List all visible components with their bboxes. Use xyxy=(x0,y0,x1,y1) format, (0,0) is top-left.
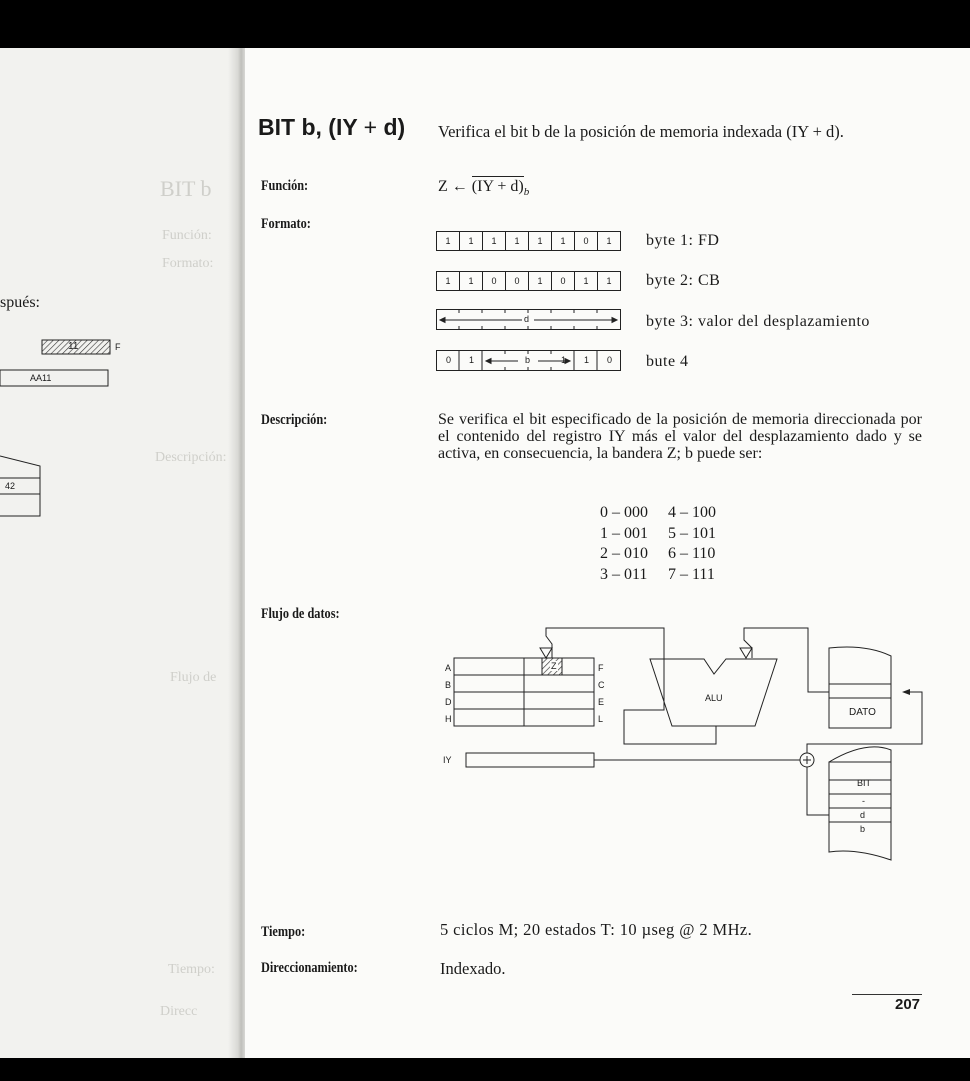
tiempo-text: 5 ciclos M; 20 estados T: 10 µseg @ 2 MHz. xyxy=(440,920,753,939)
bit-cell: 0 xyxy=(552,272,575,290)
register-labels-left xyxy=(445,660,452,728)
funcion-lhs: Z ← xyxy=(438,178,468,195)
label-formato: Formato: xyxy=(261,216,311,232)
bit-cell: 0 xyxy=(607,355,613,365)
ghost-label: Formato: xyxy=(162,256,214,271)
byte4-label: bute 4 xyxy=(646,353,689,370)
direccionamiento-text: Indexado. xyxy=(440,959,506,978)
bit-cell: 1 xyxy=(506,232,529,250)
bit-code: 2 – 010 xyxy=(600,545,648,562)
ghost-label: Flujo de xyxy=(170,670,217,685)
footer-rule xyxy=(852,994,922,995)
bit-cell: 1 xyxy=(606,236,612,246)
left-partial-text: spués: xyxy=(0,294,40,311)
bit-code: 1 – 001 xyxy=(600,524,648,542)
label-descripcion: Descripción: xyxy=(261,412,328,428)
register-value: AA11 xyxy=(30,373,52,383)
dato-label: DATO xyxy=(849,707,876,718)
bit-cell: 1 xyxy=(460,232,483,250)
register-label: A xyxy=(445,663,452,673)
iy-label: IY xyxy=(443,755,452,765)
label-flujo: Flujo de datos: xyxy=(261,606,340,622)
label-funcion: Función: xyxy=(261,178,309,194)
register-label: F xyxy=(598,663,604,673)
funcion-subscript: b xyxy=(523,186,530,199)
mem-cell-dash: - xyxy=(862,796,865,806)
page-number: 207 xyxy=(895,996,921,1013)
bit-cell: 1 xyxy=(529,272,552,290)
instruction-heading xyxy=(258,114,405,141)
heading-mnemonic: BIT b, xyxy=(258,114,322,140)
byte3-label: byte 3: valor del desplazamiento xyxy=(646,313,870,330)
heading-operand-close: d) xyxy=(383,114,406,140)
mem-cell-b: b xyxy=(860,824,866,834)
bit-code: 6 – 110 xyxy=(668,545,716,562)
register-label: B xyxy=(445,680,452,690)
flag-cell-value: 11 xyxy=(68,341,79,352)
bit-cell: 0 xyxy=(446,355,452,365)
register-label: C xyxy=(598,680,605,690)
bit-cell: 1 xyxy=(606,276,612,286)
ghost-label: Tiempo: xyxy=(168,962,215,977)
bit-cell: 0 xyxy=(575,232,598,250)
byte1-label: byte 1: FD xyxy=(646,232,720,249)
z-flag-label: Z xyxy=(551,661,557,671)
funcion-formula xyxy=(438,178,529,198)
bit-code-table xyxy=(598,502,736,586)
left-page-diagram xyxy=(0,48,240,1058)
register-labels-right xyxy=(598,660,605,728)
ghost-label: Direcc xyxy=(160,1004,198,1019)
bit-cell: 1 xyxy=(561,355,567,365)
register-label: E xyxy=(598,697,605,707)
label-direccionamiento: Direccionamiento: xyxy=(261,960,358,976)
bit-cell: 1 xyxy=(483,232,506,250)
left-page xyxy=(0,48,240,1058)
register-label: H xyxy=(445,714,452,724)
byte1-box xyxy=(436,231,621,251)
register-label: L xyxy=(598,714,604,724)
bit-cell: 0 xyxy=(483,272,506,290)
memory-value: 42 xyxy=(5,481,16,491)
byte3-field-d: d xyxy=(524,314,530,324)
ghost-label: Función: xyxy=(162,228,212,243)
alu-label: ALU xyxy=(705,693,723,703)
heading-operand-open: (IY xyxy=(328,114,358,140)
bit-cell: 1 xyxy=(437,272,460,290)
mem-cell-d: d xyxy=(860,810,866,820)
byte4-field-b: b xyxy=(525,355,531,365)
bit-code: 4 – 100 xyxy=(668,504,716,521)
data-flow-diagram xyxy=(436,622,928,866)
bit-cell: 0 xyxy=(506,272,529,290)
ghost-heading: BIT b xyxy=(160,176,212,201)
label-tiempo: Tiempo: xyxy=(261,924,306,940)
bit-cell: 1 xyxy=(529,232,552,250)
bit-cell: 1 xyxy=(460,272,483,290)
mem-cell-bit: BIT xyxy=(857,778,872,788)
bit-code: 0 – 000 xyxy=(600,504,648,521)
bit-code: 5 – 101 xyxy=(668,524,716,542)
funcion-overline: (IY + d) xyxy=(471,178,524,195)
bit-cell: 1 xyxy=(575,272,598,290)
bit-cell: 1 xyxy=(469,355,475,365)
register-label: D xyxy=(445,697,452,707)
descripcion-text: Se verifica el bit especificado de la posición de memoria direccionada por el contenido del registro IY más el valor del desplazamiento dado y se activa, en consecuencia, la bandera Z; b puede ser: xyxy=(438,411,922,462)
instruction-summary: Verifica el bit b de la posición de memoria indexada (IY + d). xyxy=(438,122,844,141)
byte2-label: byte 2: CB xyxy=(646,272,721,289)
bit-cell: 1 xyxy=(584,355,590,365)
flag-register-label: F xyxy=(115,342,121,352)
byte2-box xyxy=(436,271,621,291)
bit-cell: 1 xyxy=(552,232,575,250)
bit-cell: 1 xyxy=(437,232,460,250)
bit-code: 3 – 011 xyxy=(600,565,648,583)
bit-code: 7 – 111 xyxy=(668,565,715,583)
heading-plus: + xyxy=(363,114,378,140)
ghost-label: Descripción: xyxy=(155,450,227,465)
